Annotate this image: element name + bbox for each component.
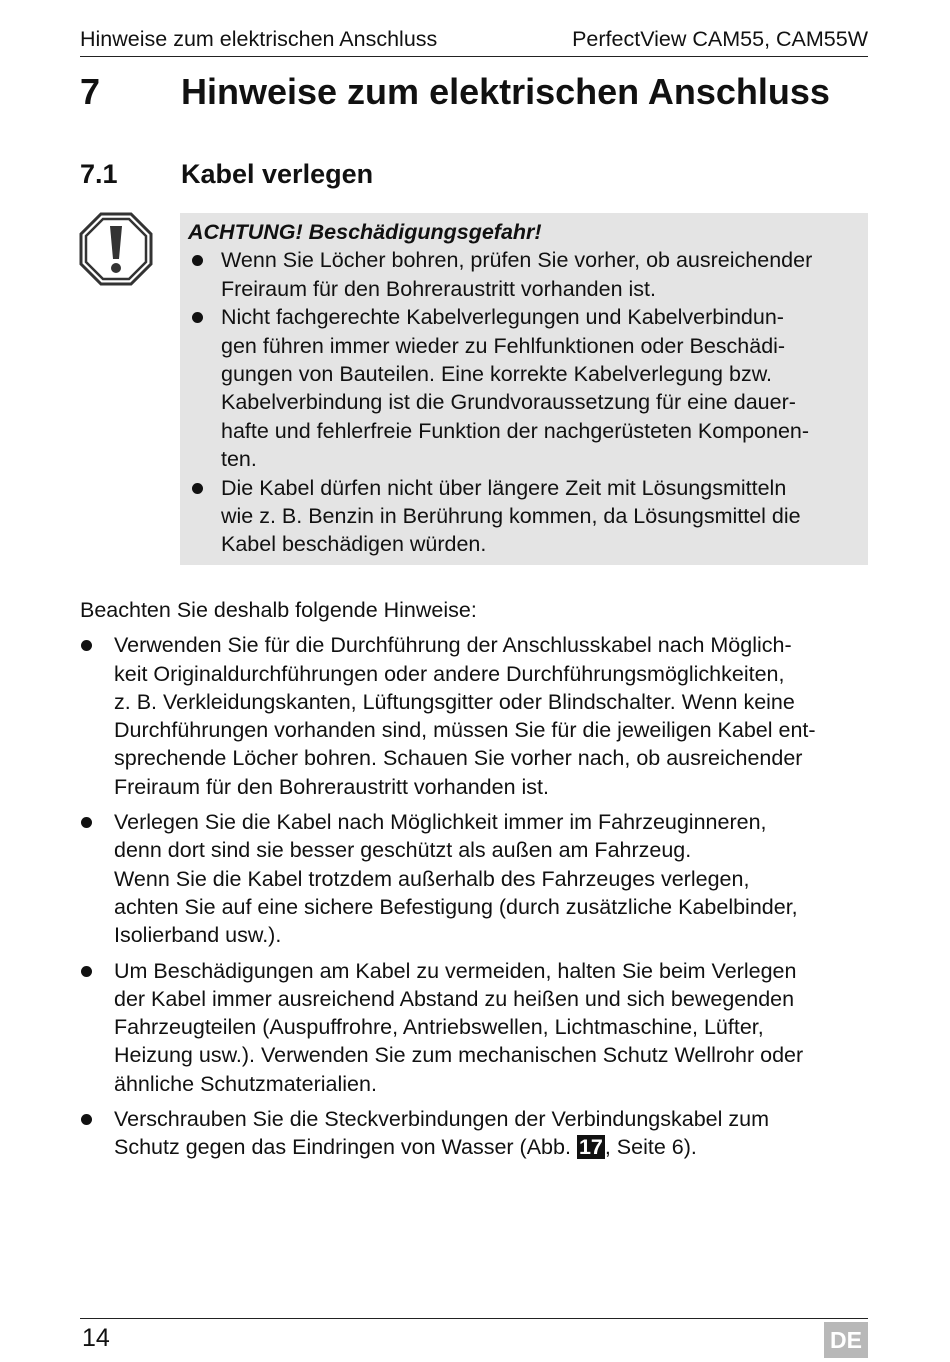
figure-reference-badge: 17 (578, 1135, 603, 1160)
instruction-line: Durchführungen vorhanden sind, müssen Sie für die jeweiligen Kabel ent- (114, 718, 816, 743)
warning-box (180, 213, 868, 565)
instruction-line: Verwenden Sie für die Durchführung der Anschlusskabel nach Möglich- (114, 633, 792, 658)
footer-rule (80, 1318, 868, 1319)
warning-exclamation-octagon-icon (79, 212, 153, 286)
instruction-item (80, 808, 870, 949)
warning-item-line: Kabelverbindung ist die Grundvoraussetzung für eine dauer- (221, 390, 796, 415)
warning-item-line: Kabel beschädigen würden. (221, 532, 487, 557)
warning-item-line: Freiraum für den Bohreraustritt vorhanden ist. (221, 276, 656, 301)
section-title: Kabel verlegen (181, 159, 374, 189)
chapter-title: Hinweise zum elektrischen Anschluss (181, 71, 830, 112)
instruction-line: der Kabel immer ausreichend Abstand zu heißen und sich bewegenden (114, 986, 795, 1011)
warning-item-line: hafte und fehlerfreie Funktion der nachgerüsteten Komponen- (221, 418, 810, 443)
warning-item-line: wie z. B. Benzin in Berührung kommen, da Lösungsmittel die (221, 504, 801, 529)
warning-heading: ACHTUNG! Beschädigungsgefahr! (188, 220, 542, 244)
instruction-line: Wenn Sie die Kabel trotzdem außerhalb des Fahrzeuges verlegen, (114, 866, 750, 891)
instruction-item (80, 1105, 870, 1162)
instruction-line: Fahrzeugteilen (Auspuffrohre, Antriebswellen, Lichtmaschine, Lüfter, (114, 1015, 764, 1040)
running-header-product: PerfectView CAM55, CAM55W (572, 27, 868, 51)
instruction-item (80, 631, 870, 801)
chapter-number: 7 (80, 71, 101, 112)
instruction-text: , Seite 6). (604, 1135, 697, 1160)
warning-item-line: gungen von Bauteilen. Eine korrekte Kabelverlegung bzw. (221, 362, 773, 387)
instruction-line (114, 1133, 870, 1161)
instruction-line: sprechende Löcher bohren. Schauen Sie vorher nach, ob ausreichender (114, 746, 803, 771)
warning-item (188, 246, 860, 303)
instruction-line: denn dort sind sie besser geschützt als außen am Fahrzeug. (114, 838, 692, 863)
section-number: 7.1 (80, 159, 118, 189)
instruction-line: keit Originaldurchführungen oder andere Durchführungsmöglichkeiten, (114, 661, 785, 686)
instruction-list (80, 631, 870, 1161)
warning-item-line: ten. (221, 447, 257, 472)
warning-list (188, 246, 860, 558)
intro-paragraph: Beachten Sie deshalb folgende Hinweise: (80, 598, 477, 622)
main-content (80, 596, 870, 1169)
warning-item-line: Wenn Sie Löcher bohren, prüfen Sie vorher, ob ausreichender (221, 248, 813, 273)
warning-item-line: Nicht fachgerechte Kabelverlegungen und Kabelverbindun- (221, 305, 784, 330)
running-header-chapter: Hinweise zum elektrischen Anschluss (80, 27, 438, 51)
instruction-text: Schutz gegen das Eindringen von Wasser (Abb. (114, 1135, 571, 1160)
instruction-line: z. B. Verkleidungskanten, Lüftungsgitter oder Blindschalter. Wenn keine (114, 689, 795, 714)
instruction-line: Um Beschädigungen am Kabel zu vermeiden, halten Sie beim Verlegen (114, 958, 797, 983)
instruction-line: Heizung usw.). Verwenden Sie zum mechanischen Schutz Wellrohr oder (114, 1043, 804, 1068)
warning-item-line: Die Kabel dürfen nicht über längere Zeit mit Lösungsmitteln (221, 475, 787, 500)
instruction-line: achten Sie auf eine sichere Befestigung (durch zusätzliche Kabelbinder, (114, 894, 798, 919)
warning-item (188, 303, 860, 473)
instruction-line: Isolierband usw.). (114, 923, 282, 948)
instruction-item (80, 957, 870, 1098)
page-number: 14 (82, 1324, 110, 1352)
running-header (80, 24, 868, 57)
warning-item (188, 474, 860, 559)
language-badge: DE (824, 1322, 868, 1358)
warning-item-line: gen führen immer wieder zu Fehlfunktionen oder Beschädi- (221, 333, 786, 358)
instruction-line: Verschrauben Sie die Steckverbindungen der Verbindungskabel zum (114, 1107, 769, 1132)
instruction-line: ähnliche Schutzmaterialien. (114, 1071, 377, 1096)
instruction-line: Freiraum für den Bohreraustritt vorhanden ist. (114, 774, 549, 799)
instruction-line: Verlegen Sie die Kabel nach Möglichkeit immer im Fahrzeuginneren, (114, 810, 767, 835)
